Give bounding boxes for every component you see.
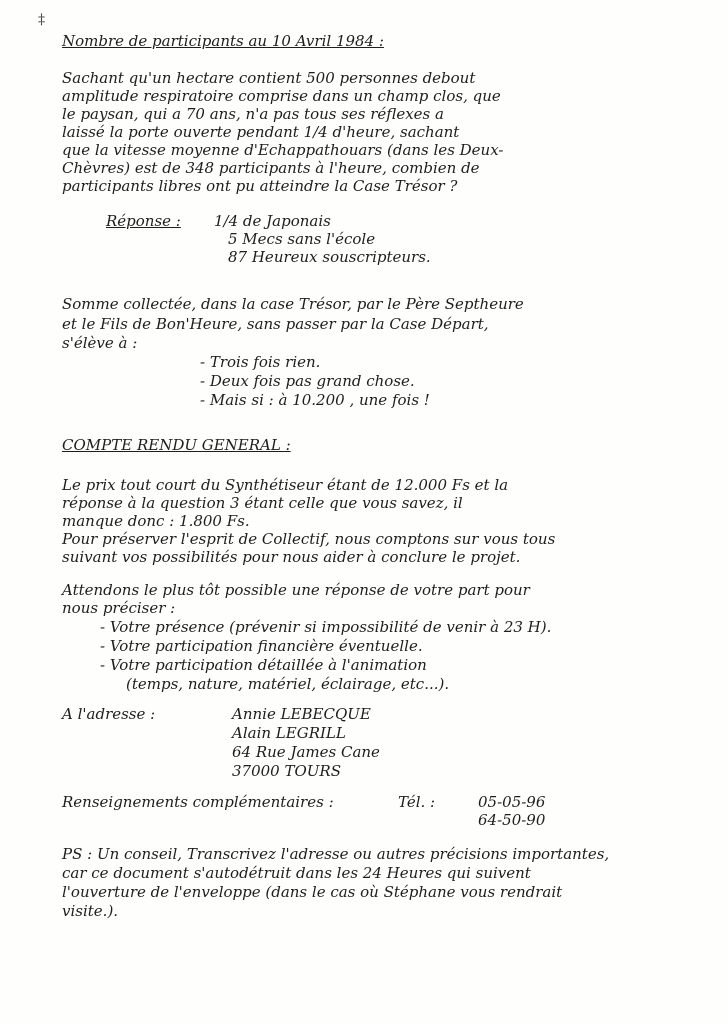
question-line: Sachant qu'un hectare contient 500 personnes debout — [62, 69, 476, 87]
address-line: Alain LEGRILL — [232, 724, 346, 742]
sum-list-item: - Trois fois rien. — [200, 353, 321, 371]
report-line: réponse à la question 3 étant celle que vous savez, il — [62, 494, 463, 512]
question-line: Chèvres) est de 348 participants à l'heure, combien de — [62, 159, 480, 177]
question-line: laissé la porte ouverte pendant 1/4 d'heure, sachant — [62, 123, 460, 141]
ps-line: car ce document s'autodétruit dans les 24 Heures qui suivent — [62, 864, 531, 882]
address-line: 37000 TOURS — [232, 762, 341, 780]
question-line: amplitude respiratoire comprise dans un champ clos, que — [62, 87, 501, 105]
address-line: Annie LEBECQUE — [232, 705, 371, 723]
question-line: le paysan, qui a 70 ans, n'a pas tous ses réflexes a — [62, 105, 444, 123]
answer-item: 1/4 de Japonais — [214, 212, 331, 230]
sum-list-item: - Deux fois pas grand chose. — [200, 372, 415, 390]
section-heading-report: COMPTE RENDU GENERAL : — [62, 436, 291, 454]
section-heading-participants: Nombre de participants au 10 Avril 1984 : — [62, 32, 384, 50]
report-line: Attendons le plus tôt possible une réponse de votre part pour — [62, 581, 530, 599]
answer-item: 5 Mecs sans l'école — [228, 230, 376, 248]
phone-label: Tél. : — [398, 793, 436, 811]
report-line: Le prix tout court du Synthétiseur étant de 12.000 Fs et la — [62, 476, 509, 494]
report-line: suivant vos possibilités pour nous aider à conclure le projet. — [62, 548, 521, 566]
request-item: - Votre présence (prévenir si impossibilité de venir à 23 H). — [100, 618, 552, 636]
ps-line: l'ouverture de l'enveloppe (dans le cas où Stéphane vous rendrait — [62, 883, 563, 901]
report-line: nous préciser : — [62, 599, 176, 617]
collected-sum-line: Somme collectée, dans la case Trésor, par le Père Septheure — [62, 295, 524, 313]
ps-line: PS : Un conseil, Transcrivez l'adresse ou autres précisions importantes, — [62, 845, 610, 863]
ps-line: visite.). — [62, 902, 119, 920]
collected-sum-line: s'élève à : — [62, 334, 138, 352]
report-line: manque donc : 1.800 Fs. — [62, 512, 250, 530]
sum-list-item: - Mais si : à 10.200 , une fois ! — [200, 391, 430, 409]
collected-sum-line: et le Fils de Bon'Heure, sans passer par la Case Départ, — [62, 315, 489, 333]
question-line: participants libres ont pu atteindre la Case Trésor ? — [62, 177, 458, 195]
request-item: - Votre participation détaillée à l'animation — [100, 656, 427, 674]
report-line: Pour préserver l'esprit de Collectif, nous comptons sur vous tous — [62, 530, 556, 548]
phone-number: 05-05-96 — [478, 793, 546, 811]
request-item: (temps, nature, matériel, éclairage, etc...). — [126, 675, 450, 693]
contact-label: Renseignements complémentaires : — [62, 793, 334, 811]
request-item: - Votre participation financière éventuelle. — [100, 637, 423, 655]
address-label: A l'adresse : — [62, 705, 156, 723]
question-line: que la vitesse moyenne d'Echappathouars (dans les Deux- — [62, 141, 504, 159]
answer-label: Réponse : — [106, 212, 181, 230]
phone-number: 64-50-90 — [478, 811, 546, 829]
margin-mark: ‡ — [38, 12, 45, 28]
address-line: 64 Rue James Cane — [232, 743, 380, 761]
answer-item: 87 Heureux souscripteurs. — [228, 248, 431, 266]
